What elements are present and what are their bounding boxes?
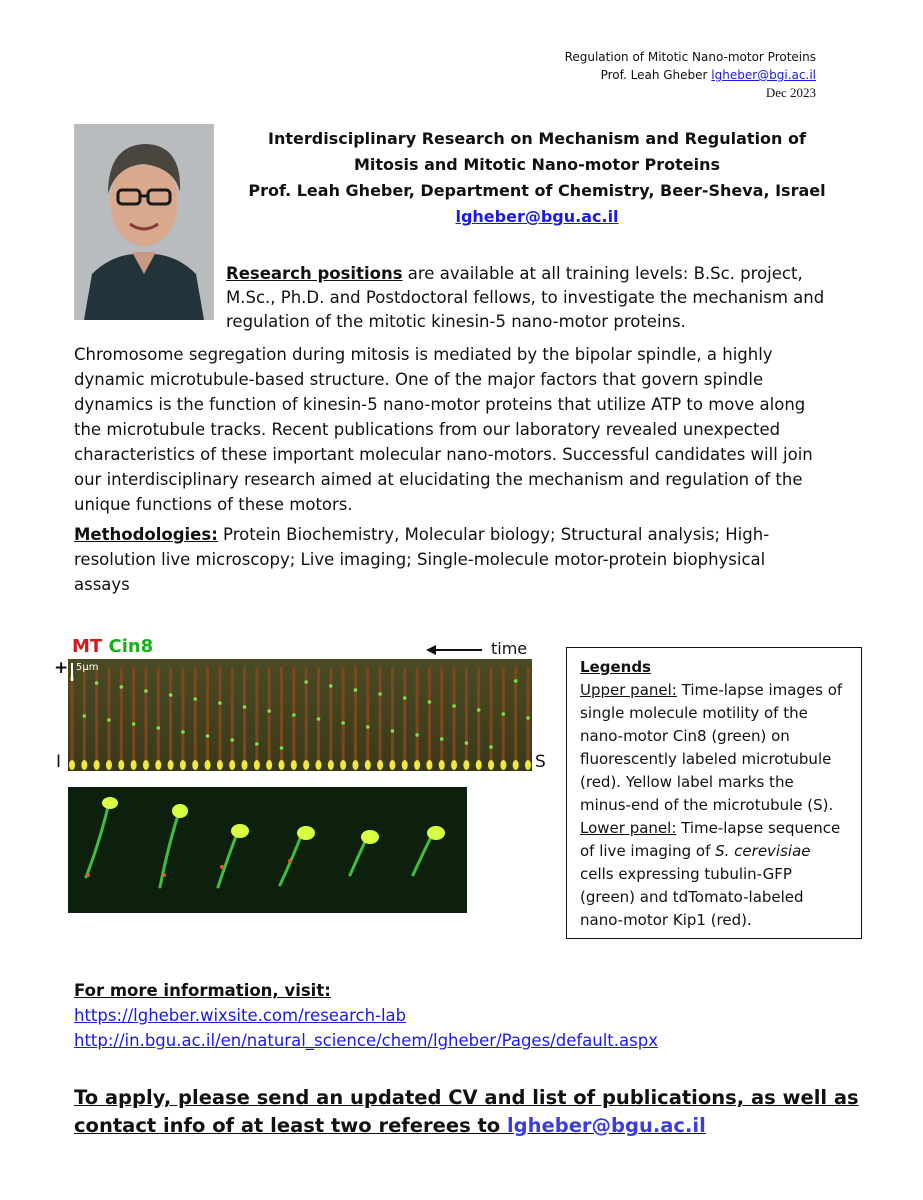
cin8-spot bbox=[156, 726, 160, 730]
minus-end-marker bbox=[118, 760, 124, 770]
cin8-spot bbox=[341, 721, 345, 725]
minus-end-marker bbox=[463, 760, 469, 770]
kymograph-frame bbox=[502, 667, 505, 765]
header-topic: Regulation of Mitotic Nano-motor Proteins bbox=[564, 50, 816, 64]
cin8-spot bbox=[415, 733, 419, 737]
mt-label: MT bbox=[72, 636, 103, 657]
cin8-spot bbox=[440, 737, 444, 741]
minus-end-marker bbox=[389, 760, 395, 770]
cin8-spot bbox=[144, 689, 148, 693]
cin8-spot bbox=[95, 681, 99, 685]
legend-upper-lead: Upper panel: bbox=[580, 681, 677, 699]
legend-lower-text-2: cells expressing tubulin-GFP (green) and tdTomato-labeled nano-motor Kip1 (red). bbox=[580, 865, 804, 929]
body-paragraph: Chromosome segregation during mitosis is mediated by the bipolar spindle, a highly dynamic microtubule-based structure. One of the major factors that govern spindle dynamics is the function of kinesin-5 nano-motor proteins that utilize ATP to move along the microtubule tracks. Recent publications from our laboratory revealed unexpected characteristics of these important molecular nano-motors. Successful candidates will join our interdisciplinary research aimed at elucidating the mechanism and regulation of the unique functions of these motors. bbox=[74, 345, 813, 514]
minus-end-marker bbox=[279, 760, 285, 770]
right-end-label: S bbox=[535, 752, 546, 772]
minus-end-marker bbox=[513, 760, 519, 770]
kymograph-frame bbox=[194, 667, 197, 765]
portrait-photo bbox=[74, 124, 214, 320]
legend-lower-lead: Lower panel: bbox=[580, 819, 677, 837]
minus-end-marker bbox=[488, 760, 494, 770]
kymograph-frame bbox=[490, 667, 493, 765]
kymograph-frame bbox=[169, 667, 172, 765]
cin8-spot bbox=[206, 734, 210, 738]
plus-end-label: + bbox=[54, 658, 69, 678]
apply-text: To apply, please send an updated CV and list of publications, as well as contact info of at least two referees to bbox=[74, 1086, 859, 1137]
minus-end-marker bbox=[414, 760, 420, 770]
minus-end-marker bbox=[143, 760, 149, 770]
legend-species: S. cerevisiae bbox=[715, 842, 811, 860]
minus-end-marker bbox=[266, 760, 272, 770]
kymograph-frame bbox=[342, 667, 345, 765]
apply-instructions bbox=[74, 1084, 864, 1140]
minus-end-marker bbox=[192, 760, 198, 770]
kymograph-frame bbox=[120, 667, 123, 765]
kymograph-frame bbox=[280, 667, 283, 765]
methodologies-paragraph bbox=[74, 522, 804, 597]
kymograph-frame bbox=[453, 667, 456, 765]
title-line-3: Prof. Leah Gheber, Department of Chemistry, Beer-Sheva, Israel bbox=[248, 181, 826, 200]
minus-end-marker bbox=[365, 760, 371, 770]
cin8-spot bbox=[107, 718, 111, 722]
cin8-spot bbox=[391, 729, 395, 733]
minus-end-marker bbox=[451, 760, 457, 770]
minus-end-marker bbox=[81, 760, 87, 770]
kymograph-frame bbox=[428, 667, 431, 765]
cin8-spot bbox=[243, 705, 247, 709]
kymograph-frame bbox=[71, 667, 74, 765]
minus-end-marker bbox=[426, 760, 432, 770]
header-email-link[interactable]: lgheber@bgi.ac.il bbox=[711, 68, 816, 82]
more-info-heading: For more information, visit: bbox=[74, 981, 331, 1000]
cin8-spot bbox=[465, 741, 469, 745]
cin8-spot bbox=[489, 745, 493, 749]
kymograph-frame bbox=[231, 667, 234, 765]
cin8-spot bbox=[526, 716, 530, 720]
cin8-spot bbox=[255, 742, 259, 746]
kymograph-frame bbox=[354, 667, 357, 765]
kymograph-frame bbox=[440, 667, 443, 765]
kymograph-frame bbox=[157, 667, 160, 765]
cin8-spot bbox=[292, 713, 296, 717]
minus-end-marker bbox=[402, 760, 408, 770]
minus-end-marker bbox=[106, 760, 112, 770]
minus-end-marker bbox=[476, 760, 482, 770]
kymograph-frame bbox=[403, 667, 406, 765]
minus-end-marker bbox=[315, 760, 321, 770]
minus-end-marker bbox=[303, 760, 309, 770]
minus-end-marker bbox=[69, 760, 75, 770]
minus-end-marker bbox=[291, 760, 297, 770]
lab-website-link[interactable]: https://lgheber.wixsite.com/research-lab bbox=[74, 1006, 407, 1025]
minus-end-marker bbox=[525, 760, 531, 770]
minus-end-marker bbox=[217, 760, 223, 770]
minus-end-marker bbox=[180, 760, 186, 770]
university-page-link[interactable]: http://in.bgu.ac.il/en/natural_science/chem/lgheber/Pages/default.aspx bbox=[74, 1031, 658, 1050]
title-line-1: Interdisciplinary Research on Mechanism and Regulation of bbox=[268, 129, 806, 148]
cin8-spot bbox=[230, 738, 234, 742]
legend-lower-text-1: Time-lapse sequence of live imaging of bbox=[580, 819, 841, 860]
cin8-spot bbox=[304, 680, 308, 684]
cin8-spot bbox=[477, 708, 481, 712]
research-positions-paragraph bbox=[226, 262, 826, 334]
figure-channel-label bbox=[72, 636, 153, 657]
header-author-name: Prof. Leah Gheber bbox=[600, 68, 712, 82]
kymograph-frame bbox=[181, 667, 184, 765]
research-positions-lead: Research positions bbox=[226, 264, 403, 283]
cin8-spot bbox=[83, 714, 87, 718]
cin8-spot bbox=[181, 730, 185, 734]
cin8-spot bbox=[428, 700, 432, 704]
kymograph-frame bbox=[144, 667, 147, 765]
minus-end-marker bbox=[500, 760, 506, 770]
cin8-spot bbox=[452, 704, 456, 708]
methodologies-lead: Methodologies: bbox=[74, 525, 218, 544]
minus-end-marker bbox=[155, 760, 161, 770]
legend-lower bbox=[580, 817, 848, 932]
header-date: Dec 2023 bbox=[765, 85, 816, 100]
cin8-spot bbox=[280, 746, 284, 750]
minus-end-marker bbox=[242, 760, 248, 770]
kymograph-frame bbox=[317, 667, 320, 765]
kymograph-frame bbox=[132, 667, 135, 765]
cin8-spot bbox=[169, 693, 173, 697]
legend-upper bbox=[580, 679, 848, 817]
title-email-link[interactable]: lgheber@bgu.ac.il bbox=[455, 207, 619, 226]
title-block bbox=[222, 126, 852, 230]
minus-end-marker bbox=[254, 760, 260, 770]
kymograph-frame bbox=[366, 667, 369, 765]
legend-heading: Legends bbox=[580, 658, 651, 676]
more-info-section bbox=[74, 978, 658, 1053]
methodologies-text: Protein Biochemistry, Molecular biology; Structural analysis; High-resolution live microscopy; Live imaging; Single-molecule motor-protein biophysical assays bbox=[74, 525, 770, 594]
portrait-illustration bbox=[74, 124, 214, 320]
kymograph-frame bbox=[243, 667, 246, 765]
legend-upper-text: Time-lapse images of single molecule motility of the nano-motor Cin8 (green) on fluorescently labeled microtubule (red). Yellow label marks the minus-end of the microtubule (S). bbox=[580, 681, 843, 814]
header-author bbox=[565, 66, 816, 84]
cin8-spot bbox=[317, 717, 321, 721]
minus-end-marker bbox=[131, 760, 137, 770]
lower-microscopy-panel bbox=[68, 787, 467, 913]
legend-box bbox=[566, 647, 862, 939]
kymograph-frame bbox=[391, 667, 394, 765]
scale-bar bbox=[71, 663, 73, 681]
cin8-spot bbox=[378, 692, 382, 696]
cin8-spot bbox=[218, 701, 222, 705]
cin8-spot bbox=[132, 722, 136, 726]
kymograph-frame bbox=[218, 667, 221, 765]
title-line-2: Mitosis and Mitotic Nano-motor Proteins bbox=[353, 155, 721, 174]
time-label: time bbox=[491, 639, 528, 658]
minus-end-marker bbox=[229, 760, 235, 770]
kymograph-frame bbox=[329, 667, 332, 765]
minus-end-marker bbox=[205, 760, 211, 770]
minus-end-marker bbox=[352, 760, 358, 770]
cin8-spot bbox=[514, 679, 518, 683]
cin8-spot bbox=[354, 688, 358, 692]
scale-bar-label: 5μm bbox=[76, 662, 99, 673]
research-positions-text: are available at all training levels: B.Sc. project, M.Sc., Ph.D. and Postdoctoral fellows, to investigate the mechanism and regulation of the mitotic kinesin-5 nano-motor proteins. bbox=[226, 264, 825, 331]
kymograph-frame bbox=[416, 667, 419, 765]
cin8-spot bbox=[193, 697, 197, 701]
cin8-spot bbox=[502, 712, 506, 716]
kymograph-frame bbox=[465, 667, 468, 765]
minus-end-marker bbox=[377, 760, 383, 770]
minus-end-marker bbox=[94, 760, 100, 770]
document-header bbox=[565, 48, 816, 102]
apply-email-link[interactable]: lgheber@bgu.ac.il bbox=[507, 1114, 706, 1137]
cin8-spot bbox=[403, 696, 407, 700]
cin8-label: Cin8 bbox=[108, 636, 154, 657]
kymograph-frame bbox=[527, 667, 530, 765]
upper-microscopy-panel bbox=[68, 659, 532, 771]
kymograph-frame bbox=[206, 667, 209, 765]
cin8-spot bbox=[267, 709, 271, 713]
kymograph-frame bbox=[268, 667, 271, 765]
cin8-spot bbox=[366, 725, 370, 729]
minus-end-marker bbox=[328, 760, 334, 770]
kymograph-frame bbox=[477, 667, 480, 765]
time-arrow-icon bbox=[426, 642, 484, 658]
minus-end-marker bbox=[439, 760, 445, 770]
kymograph-frame bbox=[255, 667, 258, 765]
cin8-spot bbox=[329, 684, 333, 688]
cin8-spot bbox=[119, 685, 123, 689]
kymograph-frame bbox=[107, 667, 110, 765]
minus-end-marker bbox=[340, 760, 346, 770]
left-end-label: I bbox=[56, 752, 62, 772]
kymograph-frame bbox=[379, 667, 382, 765]
minus-end-marker bbox=[168, 760, 174, 770]
